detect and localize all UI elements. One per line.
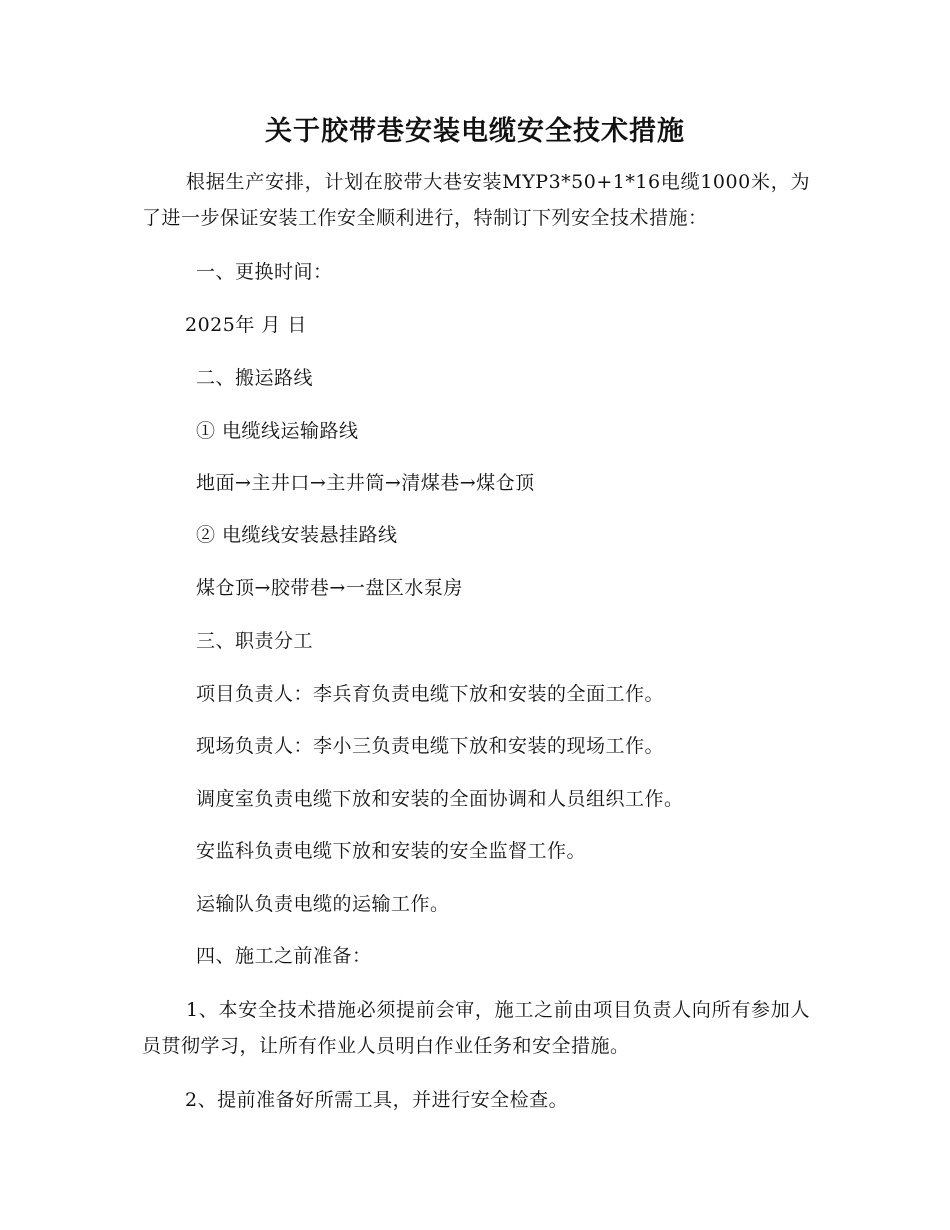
- intro-paragraph: 根据生产安排，计划在胶带大巷安装MYP3*50+1*16电缆1000米，为了进一步保证安装工作安全顺利进行，特制订下列安全技术措施：: [142, 171, 810, 229]
- section-heading-preparation: 四、施工之前准备：: [196, 945, 372, 967]
- transport-route-path: 地面→主井口→主井筒→清煤巷→煤仓顶: [196, 472, 535, 494]
- install-route-path: 煤仓顶→胶带巷→一盘区水泵房: [196, 577, 463, 599]
- duty-item: 运输队负责电缆的运输工作。: [196, 893, 450, 915]
- document-title: 关于胶带巷安装电缆安全技术措施: [265, 116, 685, 147]
- section-heading-duties: 三、职责分工: [196, 630, 314, 652]
- preparation-item: 1、本安全技术措施必须提前会审，施工之前由项目负责人向所有参加人员贯彻学习，让所有作业人员明白作业任务和安全措施。: [142, 999, 810, 1057]
- duty-item: 项目负责人：李兵育负责电缆下放和安装的全面工作。: [196, 683, 665, 705]
- duty-item: 现场负责人：李小三负责电缆下放和安装的现场工作。: [196, 735, 665, 757]
- duty-item: 安监科负责电缆下放和安装的安全监督工作。: [196, 840, 587, 862]
- install-route-label: ② 电缆线安装悬挂路线: [196, 524, 398, 546]
- section-heading-route: 二、搬运路线: [196, 367, 314, 389]
- preparation-item: 2、提前准备好所需工具，并进行安全检查。: [185, 1089, 569, 1111]
- duty-item: 调度室负责电缆下放和安装的全面协调和人员组织工作。: [196, 788, 684, 810]
- transport-route-label: ① 电缆线运输路线: [196, 420, 359, 442]
- install-date: 2025年 月 日: [185, 314, 307, 336]
- section-heading-time: 一、更换时间：: [196, 261, 333, 283]
